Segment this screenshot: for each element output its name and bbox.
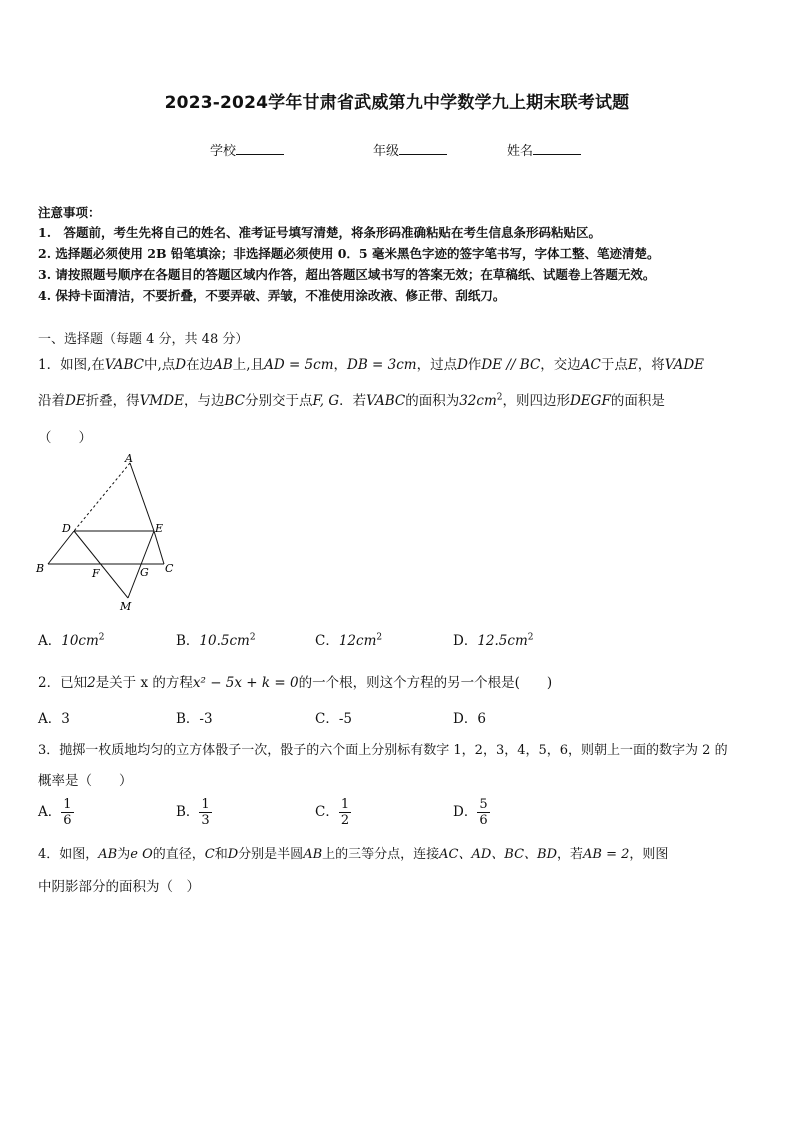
page-title: 2023-2024学年甘肃省武威第九中学数学九上期末联考试题: [164, 93, 630, 113]
option-value: -5: [338, 711, 352, 727]
q1-option-c[interactable]: [315, 629, 382, 649]
question-3-line-2: 概率是（ ）: [38, 773, 133, 789]
math: D: [457, 357, 468, 373]
text: ．若: [339, 393, 367, 409]
answer-paren: （ ）: [38, 430, 92, 446]
text: 的面积是: [610, 393, 665, 409]
text: ，将: [637, 357, 665, 373]
math: VABC: [104, 357, 144, 373]
math: C: [204, 847, 215, 862]
segment-ec: [154, 531, 164, 564]
section-heading: 一、选择题（每题 4 分，共 48 分）: [38, 332, 249, 347]
text: 中,点: [143, 357, 176, 373]
note-item: 4. 保持卡面清洁，不要折叠，不要弄破、弄皱，不准使用涂改液、修正带、刮纸刀。: [38, 288, 506, 303]
segment-ae: [130, 463, 154, 531]
option-letter: D．: [453, 804, 478, 820]
math: BC: [224, 393, 245, 409]
question-3-line-1: 3．抛掷一枚质地均匀的立方体骰子一次，骰子的六个面上分别标有数字 1，2，3，4，5，6，则朝上一面的数字为 2 的: [38, 743, 728, 758]
fraction: [199, 797, 211, 828]
note-item: 2. 选择题必须使用 2B 铅笔填涂；非选择题必须使用 0．5 毫米黑色字迹的签字笔书写，字体工整、笔迹清楚。: [38, 246, 660, 261]
option-value: 6: [477, 711, 486, 727]
text: 如图,在: [60, 357, 105, 373]
note-item: 3. 请按照题号顺序在各题目的答题区域内作答，超出答题区域书写的答案无效；在草稿纸、试题卷上答题无效。: [38, 267, 656, 282]
fraction: [477, 797, 489, 828]
question-4-line-2: 中阴影部分的面积为（ ）: [38, 879, 200, 895]
label-d: D: [62, 522, 71, 535]
dashed-ad: [74, 463, 130, 531]
option-letter: D．: [453, 633, 478, 649]
text: 沿着: [38, 393, 65, 409]
school-label: 学校: [210, 144, 237, 159]
denominator: 2: [340, 813, 350, 828]
option-letter: A．: [38, 633, 62, 649]
superscript: 2: [98, 632, 105, 643]
math: DEGF: [569, 393, 611, 409]
option-letter: B．: [176, 804, 200, 820]
text: 的一个根，则这个方程的另一个根是( ): [298, 675, 553, 691]
math: 2: [87, 675, 96, 691]
question-1-line-1: [38, 353, 704, 373]
q3-option-d[interactable]: [453, 797, 490, 828]
option-value: 12.5cm: [477, 633, 528, 649]
text: 分别交于点: [244, 393, 313, 409]
math: DB = 3cm: [347, 357, 417, 373]
q2-option-b[interactable]: [176, 707, 213, 727]
math: x² − 5x + k = 0: [192, 675, 299, 691]
question-number: 4．: [38, 847, 60, 862]
question-2: [38, 671, 552, 691]
text: ，过点: [416, 357, 458, 373]
q3-option-c[interactable]: [315, 797, 351, 828]
math: AB: [98, 847, 118, 862]
text: ，交边: [540, 357, 581, 373]
name-label: 姓名: [507, 144, 534, 159]
option-letter: C．: [315, 711, 339, 727]
numerator: 5: [479, 797, 488, 812]
option-letter: A．: [38, 804, 62, 820]
text: 于点: [600, 357, 628, 373]
q3-option-b[interactable]: [176, 797, 212, 828]
option-letter: B．: [176, 633, 200, 649]
text: 上,且: [232, 357, 265, 373]
fraction: [339, 797, 351, 828]
option-value: 10.5cm: [199, 633, 250, 649]
text: ，则图: [629, 847, 669, 862]
label-b: B: [36, 562, 45, 575]
superscript: 2: [249, 632, 256, 643]
denominator: 3: [201, 813, 210, 828]
math: AC、AD、BC、BD: [439, 847, 558, 862]
question-4-line-1: [38, 843, 668, 862]
math: AB: [213, 357, 233, 373]
text: 和: [214, 847, 228, 862]
q2-option-a[interactable]: [38, 707, 70, 727]
school-field: [210, 140, 284, 159]
math: AD = 5cm: [264, 357, 334, 373]
math: VADE: [664, 357, 704, 373]
label-e: E: [155, 522, 164, 535]
option-letter: A．: [38, 711, 62, 727]
text: 为: [117, 847, 131, 862]
option-value: -3: [199, 711, 213, 727]
text: 的面积为: [405, 393, 460, 409]
q1-option-b[interactable]: [176, 629, 256, 649]
name-field: [507, 140, 581, 159]
math: AB: [303, 847, 323, 862]
text: 在边: [186, 357, 214, 373]
text: ，若: [557, 847, 584, 862]
segment-db: [48, 531, 74, 564]
text: ，则四边形: [502, 393, 570, 409]
math: AC: [580, 357, 601, 373]
math: F, G: [312, 393, 340, 409]
option-letter: D．: [453, 711, 478, 727]
triangle-figure: [32, 448, 182, 618]
option-letter: B．: [176, 711, 200, 727]
text: 是关于 x 的方程: [95, 675, 193, 691]
label-c: C: [165, 562, 174, 575]
grade-field: [373, 140, 447, 159]
option-value: 3: [61, 711, 70, 727]
question-number: 1．: [38, 357, 61, 373]
math: VMDE: [139, 393, 184, 409]
superscript: 2: [376, 632, 383, 643]
question-number: 2．: [38, 675, 61, 691]
math: VABC: [366, 393, 406, 409]
math: D: [227, 847, 239, 862]
label-a: A: [125, 452, 133, 465]
label-f: F: [92, 567, 100, 580]
text: 的直径，: [152, 847, 205, 862]
option-letter: C．: [315, 804, 339, 820]
note-item: 1. 答题前，考生先将自己的姓名、准考证号填写清楚，将条形码准确粘贴在考生信息条形码粘贴区。: [38, 225, 602, 240]
text: 折叠，得: [85, 393, 140, 409]
text: 已知: [60, 675, 88, 691]
q2-option-d[interactable]: [453, 707, 486, 727]
notes-heading: 注意事项：: [38, 205, 101, 220]
name-blank: [533, 142, 581, 155]
math: D: [175, 357, 187, 373]
grade-blank: [399, 142, 447, 155]
text: ，与边: [183, 393, 225, 409]
math: 32cm: [459, 393, 497, 409]
text: ，: [333, 357, 347, 373]
label-g: G: [140, 566, 149, 579]
text: 分别是半圆: [238, 847, 304, 862]
q1-option-d[interactable]: [453, 629, 533, 649]
school-blank: [236, 142, 284, 155]
fraction: [61, 797, 73, 828]
math: DE // BC: [481, 357, 541, 373]
option-value: 10cm: [61, 633, 99, 649]
text: 作: [467, 357, 482, 373]
q3-option-a[interactable]: [38, 797, 74, 828]
grade-label: 年级: [373, 144, 400, 159]
q1-option-a[interactable]: [38, 629, 105, 649]
math: AB = 2: [583, 847, 630, 862]
denominator: 6: [479, 813, 488, 828]
numerator: 1: [201, 797, 210, 812]
numerator: 1: [63, 797, 72, 812]
numerator: 1: [340, 797, 350, 812]
option-letter: C．: [315, 633, 339, 649]
math: DE: [65, 393, 86, 409]
option-value: 12cm: [338, 633, 377, 649]
label-m: M: [120, 600, 132, 613]
text: 上的三等分点，连接: [322, 847, 440, 862]
text: 如图，: [59, 847, 99, 862]
math: e O: [130, 847, 153, 862]
question-1-line-2: [38, 389, 665, 409]
denominator: 6: [63, 813, 72, 828]
superscript: 2: [527, 632, 534, 643]
q2-option-c[interactable]: [315, 707, 352, 727]
superscript: 2: [496, 392, 503, 403]
math: E: [627, 357, 638, 373]
